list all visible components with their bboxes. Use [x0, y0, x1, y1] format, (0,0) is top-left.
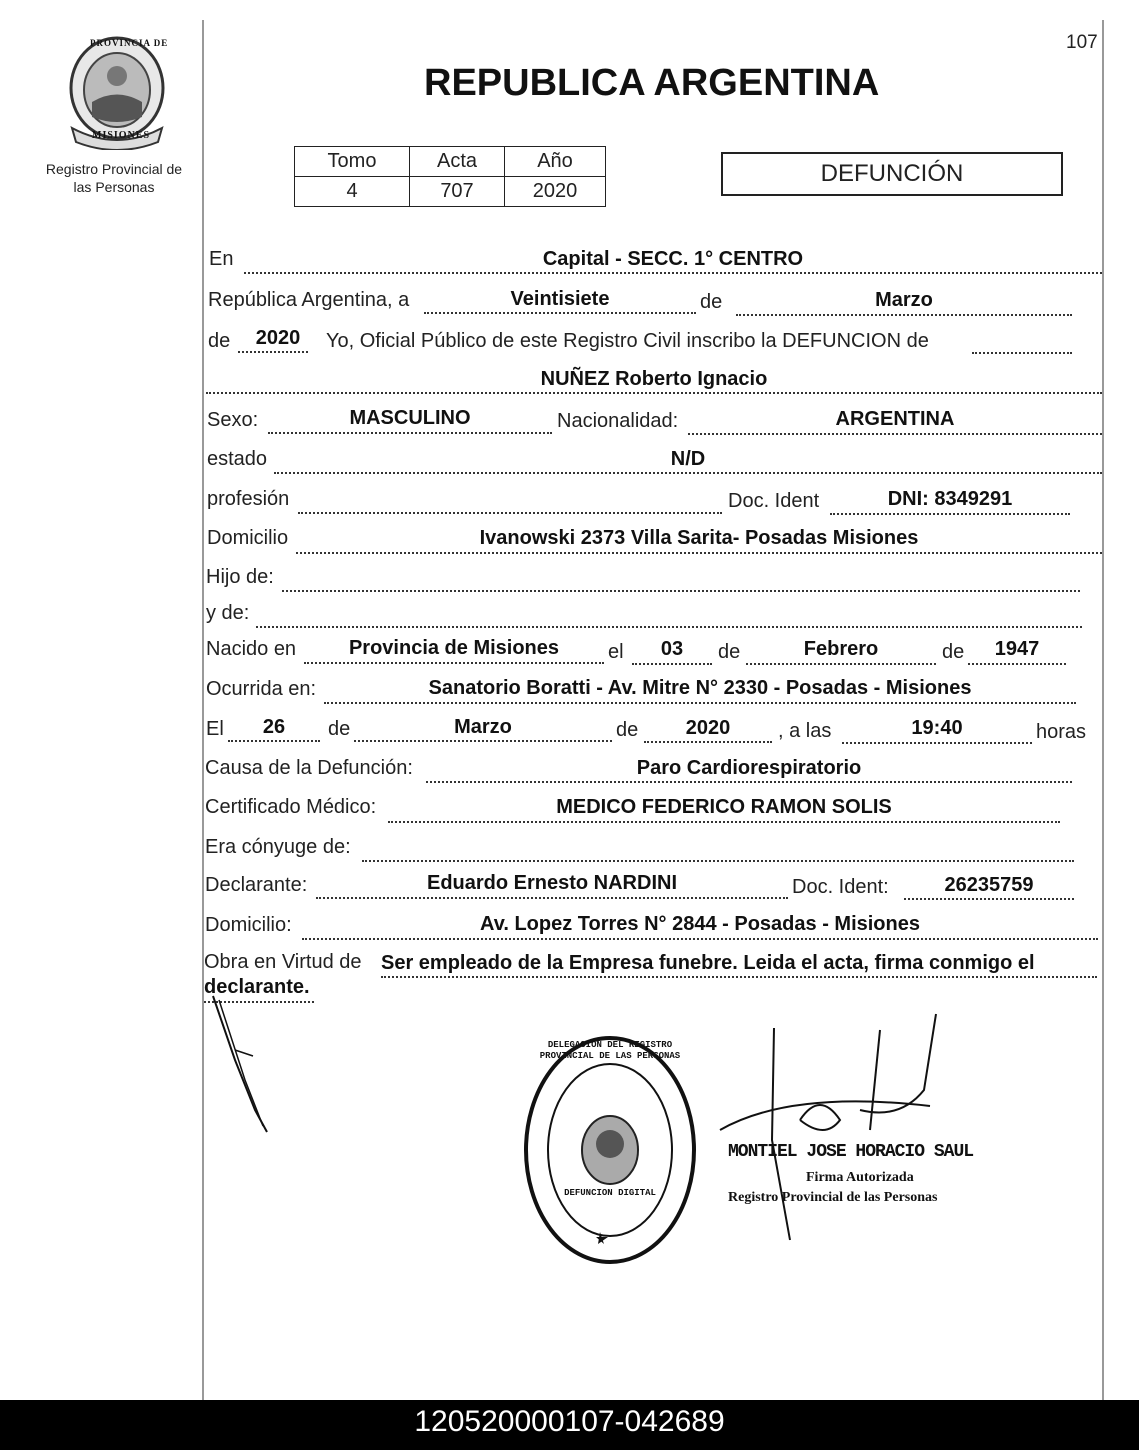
- dots-sexo: [268, 432, 552, 434]
- label-estado: estado: [207, 448, 268, 470]
- label-en: En: [209, 248, 234, 270]
- logo-ribbon-text: MISIONES: [92, 130, 151, 141]
- dots-def-mes: [354, 740, 612, 742]
- dots-declarante-domicilio: [302, 938, 1098, 940]
- dots-lugar: [244, 272, 1102, 274]
- field-def-anio: 2020: [685, 717, 731, 739]
- label-y-de: y de:: [206, 602, 250, 624]
- field-declarante-doc: 26235759: [944, 874, 1034, 896]
- dots-hijo-de: [282, 590, 1080, 592]
- dots-certificado: [388, 821, 1060, 823]
- label-domicilio2: Domicilio:: [205, 914, 292, 936]
- dots-declarante: [316, 897, 788, 899]
- dots-nac-mes: [746, 663, 936, 665]
- record-table: [294, 146, 606, 207]
- logo-ring-text: PROVINCIA DE: [90, 38, 169, 48]
- dots-nacionalidad: [688, 433, 1102, 435]
- stamp-ring-text: DELEGACION DEL REGISTRO PROVINCIAL DE LAS PERSONAS: [539, 1040, 681, 1061]
- dots-domicilio: [296, 552, 1102, 554]
- page-title: REPUBLICA ARGENTINA: [424, 62, 880, 104]
- label-nacionalidad: Nacionalidad:: [557, 410, 679, 432]
- dots-nac-anio: [968, 663, 1066, 665]
- field-sexo: MASCULINO: [349, 407, 471, 429]
- dots-def-anio: [644, 741, 772, 743]
- field-nombre: NUÑEZ Roberto Ignacio: [540, 368, 768, 390]
- dots-def-hora: [842, 742, 1032, 744]
- record-header-acta: Acta: [410, 147, 505, 177]
- footer-bar: [0, 1400, 1139, 1450]
- label-de-anio: de: [208, 330, 231, 352]
- label-de-def-mes: de: [328, 718, 351, 740]
- right-margin-line: [1102, 20, 1104, 1400]
- label-de-nac-mes: de: [718, 641, 741, 663]
- page-number: 107: [1066, 32, 1098, 53]
- label-certificado: Certificado Médico:: [205, 796, 377, 818]
- field-def-mes: Marzo: [454, 716, 512, 738]
- field-declarante-domicilio: Av. Lopez Torres N° 2844 - Posadas - Misiones: [480, 913, 920, 935]
- label-el: el: [608, 641, 624, 663]
- label-el-cap: El: [206, 718, 224, 740]
- label-ocurrida-en: Ocurrida en:: [206, 678, 317, 700]
- field-domicilio: Ivanowski 2373 Villa Sarita- Posadas Misiones: [479, 527, 919, 549]
- label-causa: Causa de la Defunción:: [205, 757, 413, 779]
- field-def-hora: 19:40: [911, 717, 963, 739]
- label-sexo: Sexo:: [207, 409, 259, 431]
- record-header-anio: Año: [505, 147, 606, 177]
- dots-declarante-doc: [904, 898, 1074, 900]
- label-yo: Yo, Oficial Público de este Registro Civil inscribo la DEFUNCION de: [326, 330, 929, 352]
- registry-caption-line1: Registro Provincial de: [45, 161, 183, 177]
- field-ocurrida-en: Sanatorio Boratti - Av. Mitre N° 2330 - Posadas - Misiones: [428, 677, 972, 699]
- dots-profesion: [298, 512, 722, 514]
- dots-estado: [274, 472, 1102, 474]
- field-anio: 2020: [255, 327, 301, 349]
- official-signature: [700, 1010, 960, 1260]
- field-lugar: Capital - SECC. 1° CENTRO: [542, 248, 804, 270]
- field-declarante: Eduardo Ernesto NARDINI: [426, 872, 678, 894]
- registry-caption: [30, 160, 198, 196]
- label-doc-ident2: Doc. Ident:: [792, 876, 889, 898]
- dots-nac-dia: [632, 663, 712, 665]
- field-certificado: MEDICO FEDERICO RAMON SOLIS: [556, 796, 892, 818]
- label-profesion: profesión: [207, 488, 290, 510]
- field-obra-linea2: declarante.: [204, 976, 310, 998]
- dots-conyuge: [362, 860, 1074, 862]
- record-value-anio: 2020: [505, 177, 606, 207]
- field-causa: Paro Cardiorespiratorio: [636, 757, 862, 779]
- label-obra: Obra en Virtud de: [204, 951, 362, 973]
- label-nacido-en: Nacido en: [206, 638, 297, 660]
- field-estado: N/D: [670, 448, 706, 470]
- label-republica: República Argentina, a: [208, 289, 410, 311]
- dots-nombre: [206, 392, 1102, 394]
- act-type-box: [721, 152, 1063, 196]
- label-horas: horas: [1036, 721, 1087, 743]
- footer-code: 120520000107-042689: [414, 1405, 725, 1438]
- record-value-acta: 707: [410, 177, 505, 207]
- field-dia-letras: Veintisiete: [510, 288, 610, 310]
- dots-y-de: [256, 626, 1082, 628]
- dots-nacido-en: [304, 662, 604, 664]
- field-nac-mes: Febrero: [803, 638, 879, 660]
- dots-mes: [736, 314, 1072, 316]
- dots-dia-letras: [424, 312, 696, 314]
- field-obra-linea1: Ser empleado de la Empresa funebre. Leida el acta, firma conmigo el: [381, 952, 1035, 974]
- registry-caption-line2: las Personas: [73, 179, 155, 195]
- record-header-tomo: Tomo: [295, 147, 410, 177]
- left-margin-line: [202, 20, 204, 1400]
- record-value-tomo: 4: [295, 177, 410, 207]
- official-stamp: [520, 1032, 700, 1268]
- field-nac-dia: 03: [660, 638, 684, 660]
- label-de-nac-anio: de: [942, 641, 965, 663]
- dots-obra-linea1: [381, 976, 1097, 978]
- dots-causa: [426, 781, 1072, 783]
- label-conyuge: Era cónyuge de:: [205, 836, 351, 858]
- field-mes: Marzo: [875, 289, 933, 311]
- field-nacido-en: Provincia de Misiones: [348, 637, 560, 659]
- stamp-inner-text: DEFUNCION DIGITAL: [564, 1188, 656, 1198]
- label-hijo-de: Hijo de:: [206, 566, 274, 588]
- field-nac-anio: 1947: [994, 638, 1040, 660]
- dots-def-dia: [228, 740, 320, 742]
- label-domicilio: Domicilio: [207, 527, 289, 549]
- label-declarante: Declarante:: [205, 874, 308, 896]
- dots-anio: [238, 351, 308, 353]
- signature-org: Registro Provincial de las Personas: [728, 1190, 938, 1205]
- label-de-mes: de: [700, 291, 723, 313]
- label-a-las: , a las: [778, 720, 832, 742]
- dots-doc-ident: [830, 513, 1070, 515]
- act-type: DEFUNCIÓN: [820, 160, 964, 187]
- dots-yo: [972, 352, 1072, 354]
- label-de-def-anio: de: [616, 719, 639, 741]
- label-doc-ident: Doc. Ident: [728, 490, 820, 512]
- dots-ocurrida-en: [324, 702, 1076, 704]
- signature-role: Firma Autorizada: [806, 1170, 914, 1185]
- field-def-dia: 26: [262, 716, 286, 738]
- declarant-signature: [205, 990, 285, 1140]
- province-logo: [62, 32, 172, 150]
- signature-name: MONTIEL JOSE HORACIO SAUL: [728, 1142, 974, 1162]
- field-nacionalidad: ARGENTINA: [835, 408, 955, 430]
- field-doc-ident: DNI: 8349291: [887, 488, 1013, 510]
